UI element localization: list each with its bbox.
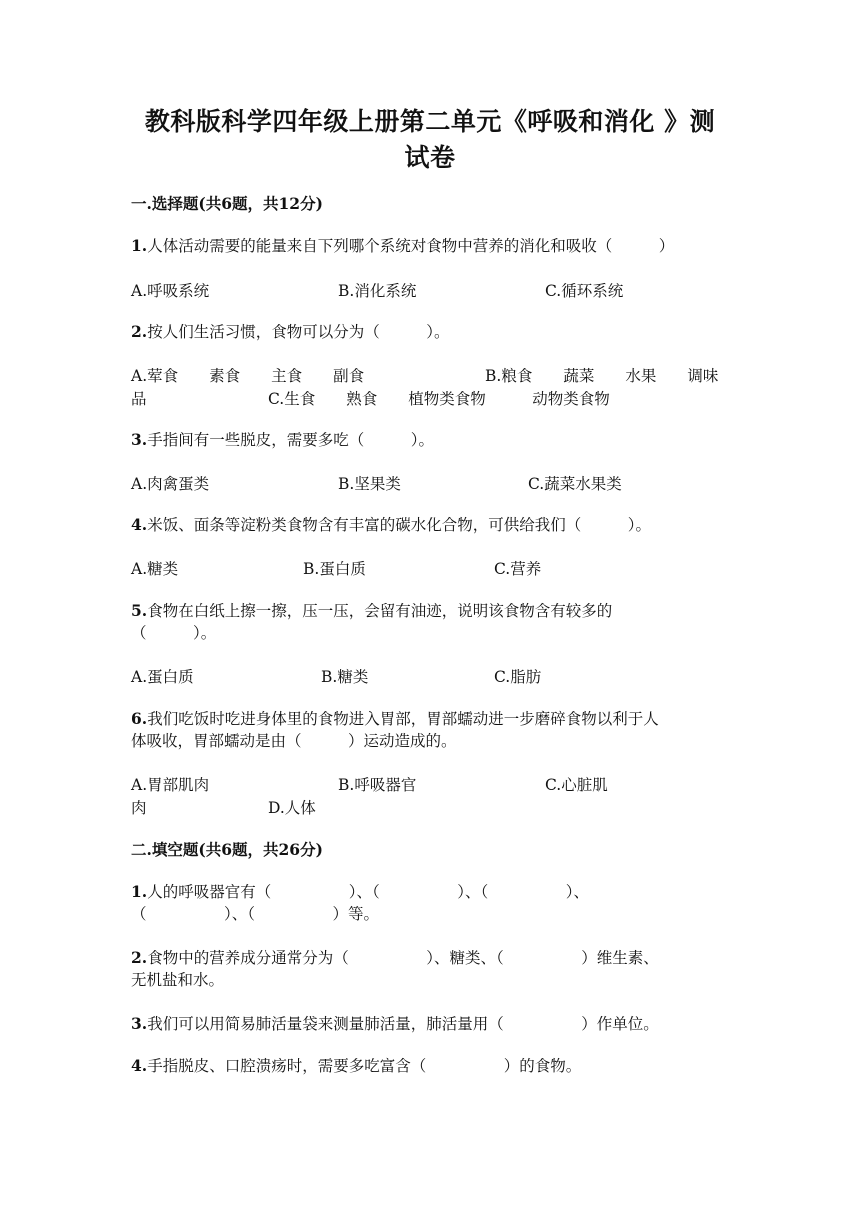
fill-question-3 <box>131 1012 731 1036</box>
question-2 <box>131 320 731 344</box>
q3-option-c: C.蔬菜水果类 <box>528 475 622 493</box>
question-number: 3. <box>131 430 148 449</box>
q1-option-c: C.循环系统 <box>545 282 624 300</box>
q3-option-a: A.肉禽蛋类 <box>131 475 210 493</box>
q2-option-c: C.生食 熟食 植物类食物 动物类食物 <box>268 390 610 408</box>
question-5 <box>131 599 731 623</box>
question-5-cont: （ ）。 <box>131 624 217 642</box>
question-6 <box>131 707 731 731</box>
question-number: 2. <box>131 948 148 967</box>
question-text: 手指间有一些脱皮，需要多吃（ ）。 <box>147 431 434 449</box>
fill-question-1-cont: （ ）、（ ）等。 <box>131 905 380 923</box>
q1-option-b: B.消化系统 <box>338 282 417 300</box>
fill-question-2-cont: 无机盐和水。 <box>131 971 225 989</box>
q3-option-b: B.坚果类 <box>338 475 401 493</box>
q4-option-b: B.蛋白质 <box>303 560 366 578</box>
question-number: 2. <box>131 322 148 341</box>
question-number: 1. <box>131 236 148 255</box>
q1-option-a: A.呼吸系统 <box>131 282 210 300</box>
question-number: 4. <box>131 515 148 534</box>
question-number: 3. <box>131 1014 148 1033</box>
question-text: 手指脱皮、口腔溃疡时，需要多吃富含（ ）的食物。 <box>147 1057 582 1075</box>
question-number: 5. <box>131 601 148 620</box>
question-text: 食物中的营养成分通常分为（ ）、糖类、（ ）维生素、 <box>147 949 659 967</box>
section-heading-choice: 一.选择题(共6题，共12分) <box>131 194 323 213</box>
question-text: 我们吃饭时吃进身体里的食物进入胃部，胃部蠕动进一步磨碎食物以利于人 <box>147 710 659 728</box>
title-line-1: 教科版科学四年级上册第二单元《呼吸和消化 》测 <box>144 107 716 136</box>
page-title <box>110 104 750 176</box>
q6-option-c-cont: 肉 <box>131 799 147 817</box>
fill-question-1 <box>131 880 731 904</box>
q4-option-c: C.营养 <box>494 560 542 578</box>
question-6-cont: 体吸收，胃部蠕动是由（ ）运动造成的。 <box>131 732 457 750</box>
q2-option-a: A.荤食 素食 主食 副食 <box>131 367 365 385</box>
q5-option-a: A.蛋白质 <box>131 668 194 686</box>
fill-question-4 <box>131 1054 731 1078</box>
question-text: 人体活动需要的能量来自下列哪个系统对食物中营养的消化和吸收（ ） <box>147 237 675 255</box>
q6-option-b: B.呼吸器官 <box>338 776 417 794</box>
question-3 <box>131 428 731 452</box>
question-text: 按人们生活习惯，食物可以分为（ ）。 <box>147 323 450 341</box>
title-line-2: 试卷 <box>404 143 456 172</box>
question-1 <box>131 234 731 258</box>
question-text: 人的呼吸器官有（ ）、（ ）、（ ）、 <box>147 883 589 901</box>
question-number: 6. <box>131 709 148 728</box>
question-4 <box>131 513 731 537</box>
q2-option-b-cont: 品 <box>131 390 147 408</box>
fill-question-2 <box>131 946 731 970</box>
q5-option-b: B.糖类 <box>321 668 369 686</box>
q4-option-a: A.糖类 <box>131 560 179 578</box>
question-number: 4. <box>131 1056 148 1075</box>
question-number: 1. <box>131 882 148 901</box>
section-heading-fill: 二.填空题(共6题，共26分) <box>131 840 323 859</box>
q6-option-d: D.人体 <box>268 799 316 817</box>
q6-option-c: C.心脏肌 <box>545 776 608 794</box>
q6-option-a: A.胃部肌肉 <box>131 776 210 794</box>
q5-option-c: C.脂肪 <box>494 668 542 686</box>
q2-option-b: B.粮食 蔬菜 水果 调味 <box>485 367 719 385</box>
question-text: 我们可以用简易肺活量袋来测量肺活量，肺活量用（ ）作单位。 <box>147 1015 659 1033</box>
question-text: 食物在白纸上擦一擦，压一压，会留有油迹，说明该食物含有较多的 <box>147 602 613 620</box>
question-text: 米饭、面条等淀粉类食物含有丰富的碳水化合物，可供给我们（ ）。 <box>147 516 651 534</box>
